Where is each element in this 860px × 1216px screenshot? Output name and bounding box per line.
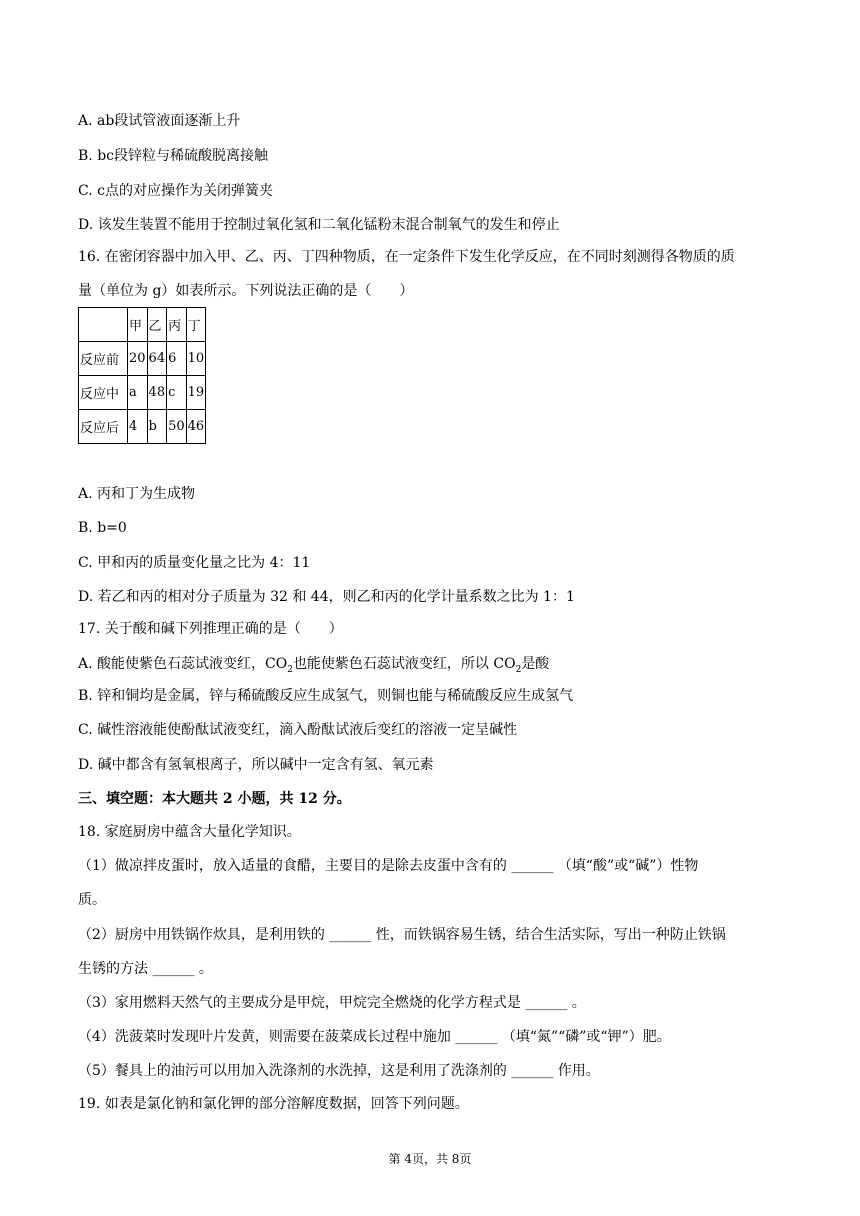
subscript: 2 xyxy=(515,664,522,675)
q18-sub1-line2: 质。 xyxy=(78,892,106,908)
q17-option-a-text: 也能使紫色石蕊试液变红，所以 CO xyxy=(292,656,516,672)
table-cell: b xyxy=(147,410,167,444)
q19-stem: 19. 如表是氯化钠和氯化钾的部分溶解度数据，回答下列问题。 xyxy=(78,1096,469,1112)
table-header-row xyxy=(79,308,206,342)
q18-sub1-line1: （1）做凉拌皮蛋时，放入适量的食醋，主要目的是除去皮蛋中含有的 ______ （填“酸”或“碱”）性物 xyxy=(78,858,699,874)
subscript: 2 xyxy=(287,664,293,675)
page-footer: 第 4页，共 8页 xyxy=(388,1152,472,1166)
table-cell: 反应后 xyxy=(79,410,128,444)
section-heading-text: 小题，共 xyxy=(232,791,299,807)
q16-option-b: B. b=0 xyxy=(78,520,127,536)
q18-sub2-line1: （2）厨房中用铁锅作炊具，是利用铁的 ______ 性，而铁锅容易生锈，结合生活实际，写出一种防止铁锅 xyxy=(78,927,726,943)
q15-option-d: D. 该发生装置不能用于控制过氧化氢和二氧化锰粉末混合制氧气的发生和停止 xyxy=(78,217,560,233)
table-row xyxy=(79,342,206,376)
q17-option-d: D. 碱中都含有氢氧根离子，所以碱中一定含有氢、氧元素 xyxy=(78,757,434,773)
q15-option-b: B. bc段锌粒与稀硫酸脱离接触 xyxy=(78,148,268,164)
q17-option-b: B. 锌和铜均是金属，锌与稀硫酸反应生成氢气，则铜也能与稀硫酸反应生成氢气 xyxy=(78,688,574,704)
q18-sub3: （3）家用燃料天然气的主要成分是甲烷，甲烷完全燃烧的化学方程式是 ______ 。 xyxy=(78,995,586,1011)
section-question-count: 2 xyxy=(222,791,233,807)
section-heading-text: 三、填空题：本大题共 xyxy=(78,791,223,807)
q16-option-d: D. 若乙和丙的相对分子质量为 32 和 44，则乙和丙的化学计量系数之比为 1：1 xyxy=(78,589,575,605)
q18-stem: 18. 家庭厨房中蕴含大量化学知识。 xyxy=(78,824,301,840)
table-row xyxy=(79,410,206,444)
table-cell: 50 xyxy=(167,410,187,444)
q18-sub2-line2: 生锈的方法 ______ 。 xyxy=(78,961,213,977)
table-row xyxy=(79,376,206,410)
section-points: 12 xyxy=(298,791,318,807)
section-heading xyxy=(78,789,351,809)
table-cell: 64 xyxy=(147,342,167,376)
table-cell: 反应前 xyxy=(79,342,128,376)
table-cell: 4 xyxy=(128,410,148,444)
section-heading-text: 分。 xyxy=(317,791,351,807)
q18-sub5: （5）餐具上的油污可以用加入洗涤剂的水洗掉，这是利用了洗涤剂的 ______ 作用。 xyxy=(78,1063,600,1079)
table-cell: c xyxy=(167,376,187,410)
table-cell: 48 xyxy=(147,376,167,410)
table-header-cell: 丁 xyxy=(186,308,206,342)
table-cell: 6 xyxy=(167,342,187,376)
q17-option-c: C. 碱性溶液能使酚酞试液变红，滴入酚酞试液后变红的溶液一定呈碱性 xyxy=(78,722,518,738)
table-cell: 10 xyxy=(186,342,206,376)
table-header-cell: 丙 xyxy=(167,308,187,342)
table-cell: 20 xyxy=(128,342,148,376)
table-header-cell xyxy=(79,308,128,342)
q16-stem-line2: 量（单位为 g）如表所示。下列说法正确的是（ ） xyxy=(78,283,414,299)
q18-sub4: （4）洗菠菜时发现叶片发黄，则需要在菠菜成长过程中施加 ______ （填“氮”“磷”或“钾”）肥。 xyxy=(78,1029,671,1045)
q15-option-c: C. c点的对应操作为关闭弹簧夹 xyxy=(78,183,273,199)
q17-option-a-text: 是酸 xyxy=(521,656,550,672)
q16-stem-line1: 16. 在密闭容器中加入甲、乙、丙、丁四种物质，在一定条件下发生化学反应，在不同时刻测得各物质的质 xyxy=(78,249,735,265)
q16-option-a: A. 丙和丁为生成物 xyxy=(78,486,196,502)
mass-table xyxy=(78,307,206,444)
table-cell: a xyxy=(128,376,148,410)
table-cell: 19 xyxy=(186,376,206,410)
q16-option-c: C. 甲和丙的质量变化量之比为 4：11 xyxy=(78,555,311,571)
q17-stem: 17. 关于酸和碱下列推理正确的是（ ） xyxy=(78,621,343,637)
table-cell: 反应中 xyxy=(79,376,128,410)
table-header-cell: 甲 xyxy=(128,308,148,342)
table-header-cell: 乙 xyxy=(147,308,167,342)
q17-option-a-text: A. 酸能使紫色石蕊试液变红，CO xyxy=(78,656,288,672)
q17-option-a xyxy=(78,654,549,680)
q15-option-a: A. ab段试管液面逐渐上升 xyxy=(78,113,241,129)
table-cell: 46 xyxy=(186,410,206,444)
